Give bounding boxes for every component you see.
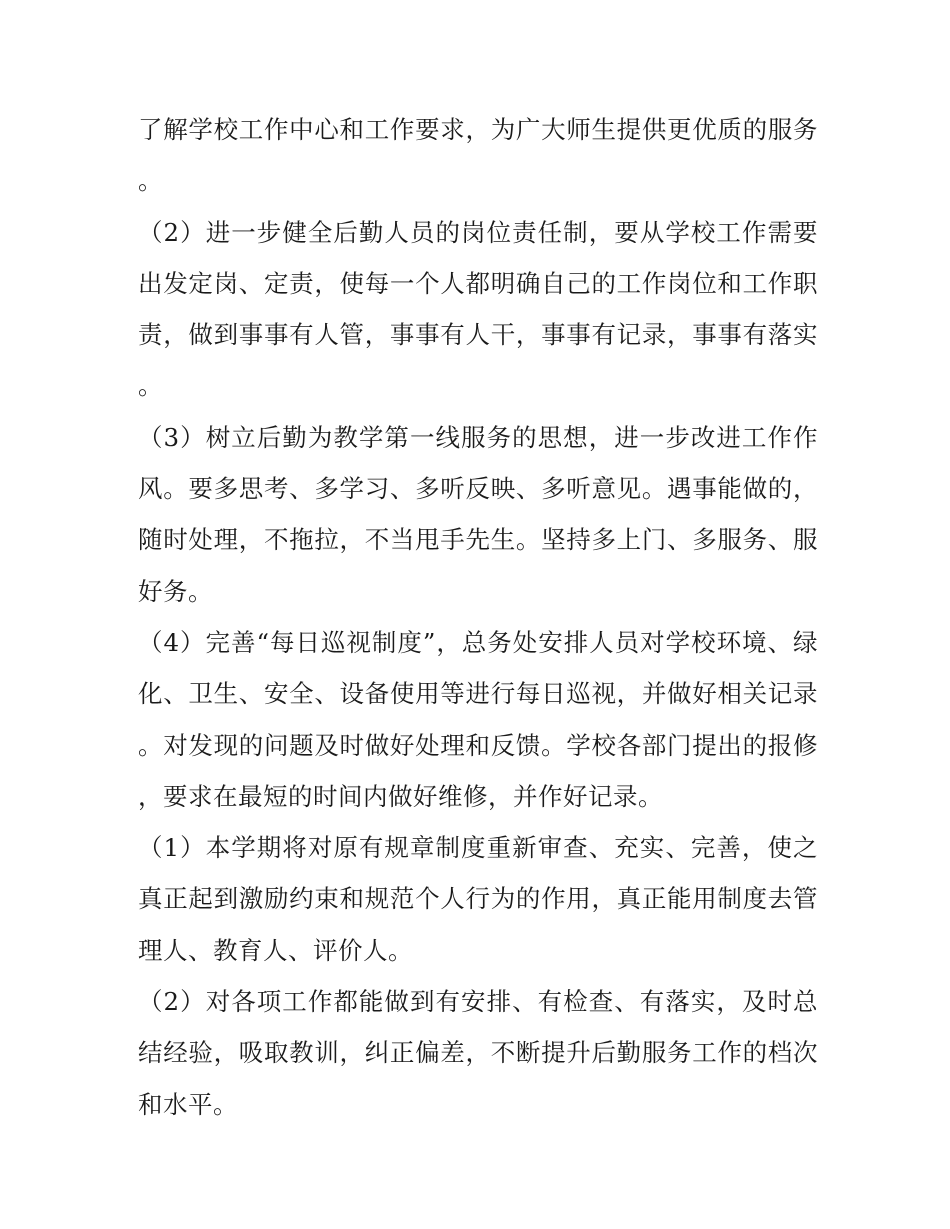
paragraph-job-responsibility: （2）进一步健全后勤人员的岗位责任制，要从学校工作需要出发定岗、定责，使每一个人都明确自己的工作岗位和工作职责，做到事事有人管，事事有人干，事事有记录，事事有落实。 [138,217,818,401]
paragraph-service-attitude: （3）树立后勤为教学第一线服务的思想，进一步改进工作作风。要多思考、多学习、多听反映、多听意见。遇事能做的，随时处理，不拖拉，不当甩手先生。坚持多上门、多服务、服好务。 [138,422,818,606]
paragraph-work-summary: （2）对各项工作都能做到有安排、有检查、有落实，及时总结经验，吸取教训，纠正偏差，不断提升后勤服务工作的档次和水平。 [138,987,818,1119]
paragraph-daily-inspection: （4）完善“每日巡视制度”，总务处安排人员对学校环境、绿化、卫生、安全、设备使用等进行每日巡视，并做好相关记录。对发现的问题及时做好处理和反馈。学校各部门提出的报修，要求在最短的时间内做好维修，并作好记录。 [138,627,818,811]
paragraph-rules-review: （1）本学期将对原有规章制度重新审查、充实、完善，使之真正起到激励约束和规范个人行为的作用，真正能用制度去管理人、教育人、评价人。 [138,833,818,965]
paragraph-service-intro: 了解学校工作中心和工作要求，为广大师生提供更优质的服务。 [138,115,818,196]
document-body [138,104,818,1130]
